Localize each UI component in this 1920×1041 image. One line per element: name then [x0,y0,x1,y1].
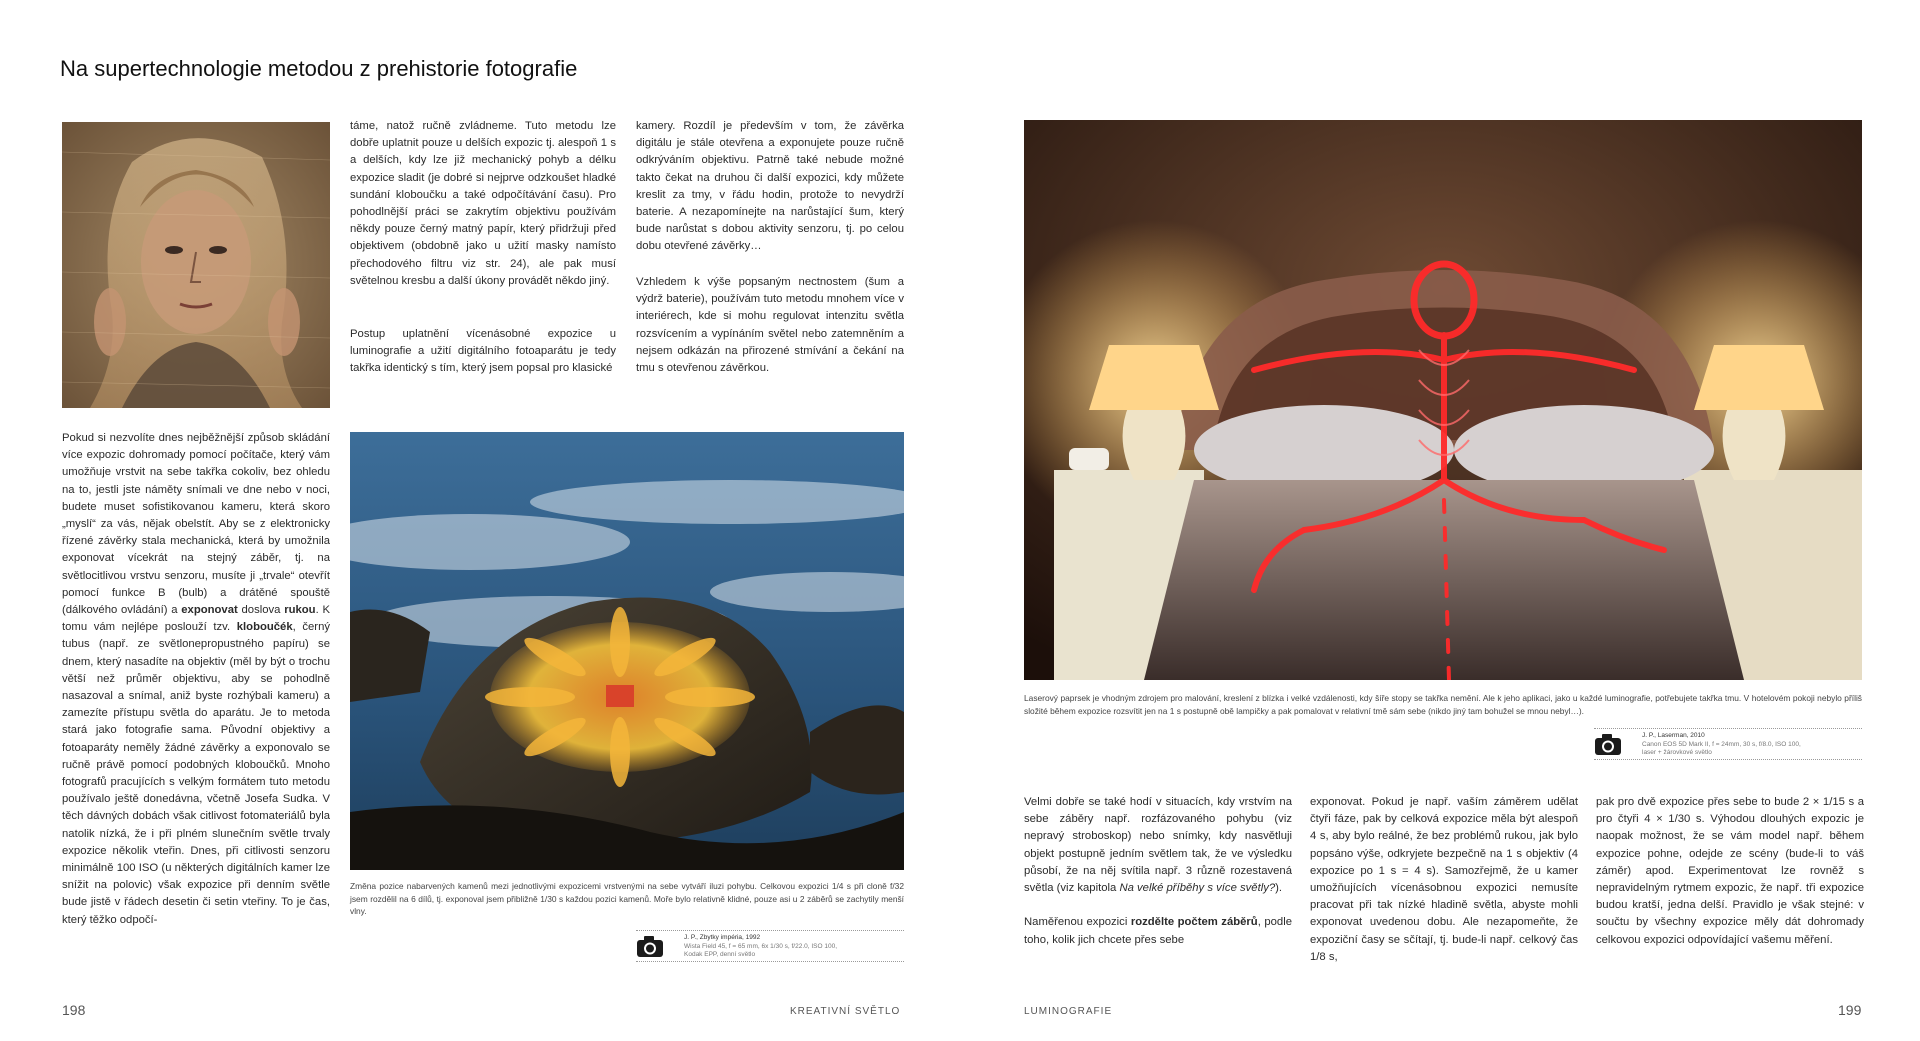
right-col2-text: exponovat. Pokud je např. vaším záměrem udělat čtyři fáze, pak by celková expozice měla být alespoň 4 s, aby bylo reálné, že bez problémů rukou, jak bylo popsáno výše, odkryjete bezpečně na 1 s objektiv (4 expozice po 1 s = 4 s). Samozřejmě, že u kamer umožňujících vícenásobnou expozici nemusíte pracovat při tak nízké hladině světla, abyste mohli exponovat uvedenou dobu. Ale nezapomeňte, že expoziční časy se sčítají, tj. bude-li např. celkový čas 1/8 s, [1310,796,1578,963]
rock-credit-author: J. P., Zbytky impéria, 1992 [684,934,761,941]
portrait-illustration [62,122,330,408]
camera-icon [1594,732,1622,756]
bedroom-caption: Laserový paprsek je vhodným zdrojem pro malování, kreslení z blízka i velké vzdálenosti, kdy šíře stopy se takřka nemění. Ale k jeho aplikaci, jako u každé luminografie, potřebujete takřka tmu. V hotelovém pokoji nebylo příliš složité během expozice rozsvítit jen na 1 s postupně obě lampičky a pak pomalovat v relativní tmě sám sebe (nikdo jiný tam bohužel se mnou nebyl…). [1024,693,1862,716]
rock-illustration [350,432,904,870]
left-col1-text: Pokud si nezvolíte dnes nejběžnější způsob skládání více expozic dohromady pomocí počítače, který vám umožňuje vrstvit na sebe takřka cokoliv, bez ohledu na to, jestli jste náměty snímali ve dne nebo v noci, budete muset sofistikovanou kameru, která skoro „myslí“ za vás, nějak obelstít. Aby se z elektronicky řízené závěrky stala mechanická, která by umožnila exponovat vícekrát na stejný záběr, tj. na světlocitlivou vrstvu senzoru, musíte ji „trvale“ otevřít pomocí funkce B (bulb) a drátěné spouště (dálkového ovládání) a exponovat doslova rukou. K tomu vám nejlépe poslouží tzv. kloboučék, černý tubus (např. ze světlonepropustného papíru) se dnem, který nasadíte na objektiv (měl by být o trochu větší než průměr objektivu, aby se pohodlně nasazoval a snímal, aniž byste rozhýbali kameru) a zamezíte přístupu světla do aparátu. Je to metoda stará jako fotografie sama. Původní objektivy a fotoaparáty neměly žádné závěrky a exponovalo se ručně právě pomocí podobných kloboučků. Mnoho fotografů pracujících s velkým formátem tuto metodu používalo ještě donedávna, včetně Josefa Sudka. V těch dávných dobách však citlivost fotomateriálů byla natolik nízká, že i při plném slunečním světle trvaly expozice několik vteřin. Dnes, při citlivosti senzoru minimálně 100 ISO (u některých digitálních kamer lze snížit na polovic) však expozice při denním světle bude jistě v řádech desetin či setin vteřiny. To je čas, který těžko odpočí- [62,432,330,926]
rock-credit-line2: Wista Field 45, f = 65 mm, 6x 1/30 s, f/22.0, ISO 100, [684,942,838,950]
portrait-photo [62,122,330,408]
camera-icon [636,934,664,958]
bedroom-credit [1594,728,1862,760]
rock-caption: Změna pozice nabarvených kamenů mezi jednotlivými expozicemi vrstvenými na sebe vytváří iluzi pohybu. Celkovou expozici 1/4 s při cloně f/32 jsem rozdělil na 6 dílů, tj. exponoval jsem přibližně 1/30 s každou pozici kamenů. Moře bylo relativně klidné, pouze asi u 2 záběrů se zachytily menší vlny. [350,881,904,917]
rock-credit-line3: Kodak EPP, denní světlo [684,951,756,958]
page-number-right: 199 [1838,1002,1862,1018]
right-col3-text: pak pro dvě expozice přes sebe to bude 2 × 1/15 s a pro čtyři 4 × 1/30 s. Výhodou dlouhých expozic je naopak možnost, že se vám model např. během expozice pohne, odejde ze scény (bude-li to váš záměr) apod. Experimentovat lze rovněž s nepravidelným rytmem expozic, že např. tři expozice budou kratší, jedna delší. Pravidlo je však stejné: v součtu by všechny expozice měly dát dohromady celkovou expozici odpovídající vašemu měření. [1596,796,1864,946]
left-col3-text: kamery. Rozdíl je především v tom, že závěrka digitálu je stále otevřena a exponujete pouze ručně odkrýváním objektivu. Patrně také nebude možné takto čekat na druhou či další expozici, kdy můžete kreslit za tmy, v řádu hodin, protože to nevydrží baterie. A nezapomínejte na narůstající šum, který bude narůstat s dobou aktivity senzoru, tj. po celou dobu otevřené závěrky… [636,120,904,253]
left-col2-text: táme, natož ručně zvládneme. Tuto metodu lze dobře uplatnit pouze u delších expozic tj. alespoň 1 s a delších, kdy lze již mechanický pohyb a délku expozice sladit (je dobré si nejprve odzkoušet hladké sundání kloboučku a také odpočítávání času). Pro pohodlnější práci se zakrytím objektivu používám někdy pouze černý matný papír, který přidržuji před objektivem (obdobně jako u užití masky namísto přechodového filtru viz str. 24), ale pak musí světelnou kresbu a další úkony provádět někdo jiný. [350,120,616,287]
rock-photo [350,432,904,870]
bedroom-credit-line2: Canon EOS 5D Mark II, f = 24mm, 30 s, f/8.0, ISO 100, [1642,740,1801,748]
left-col3-text-b: Vzhledem k výše popsaným nectnostem (šum a výdrž baterie), používám tuto metodu mnohem více v interiérech, kde si mohu regulovat intenzitu světla rozsvícením a vypínáním světel nebo zatemněním a nejsem odkázán na přirozené stmívání a čekání na tmu s otevřenou závěrkou. [636,276,904,375]
right-col1-text: Velmi dobře se také hodí v situacích, kdy vrstvím na sebe záběry např. rozfázovaného pohybu (viz nepravý stroboskop) nebo snímky, kdy nasvětluji objekt postupně jedním světlem tak, že ve výsledku působí, že na něj svítila např. 3 různě rozestavená světla (viz kapitola Na velké příběhy s více světly?). Naměřenou expozici rozdělte počtem záběrů, podle toho, kolik jich chcete přes sebe [1024,796,1292,946]
bedroom-illustration [1024,120,1862,680]
rock-credit-lines [684,934,837,960]
page-title: Na supertechnologie metodou z prehistorie fotografie [60,56,578,81]
footer-label-left: KREATIVNÍ SVĚTLO [790,1006,901,1017]
rock-credit [636,930,904,962]
bedroom-credit-author: J. P., Laserman, 2010 [1642,732,1705,739]
bedroom-photo [1024,120,1862,680]
page-number-left: 198 [62,1002,86,1018]
left-col2-text-b: Postup uplatnění vícenásobné expozice u luminografie a užití digitálního fotoaparátu je tedy takřka identický s tím, který jsem popsal pro klasické [350,328,616,375]
bedroom-credit-line3: laser + žárovkové světlo [1642,749,1712,756]
bedroom-credit-lines [1642,732,1801,758]
footer-label-right: LUMINOGRAFIE [1024,1006,1113,1017]
